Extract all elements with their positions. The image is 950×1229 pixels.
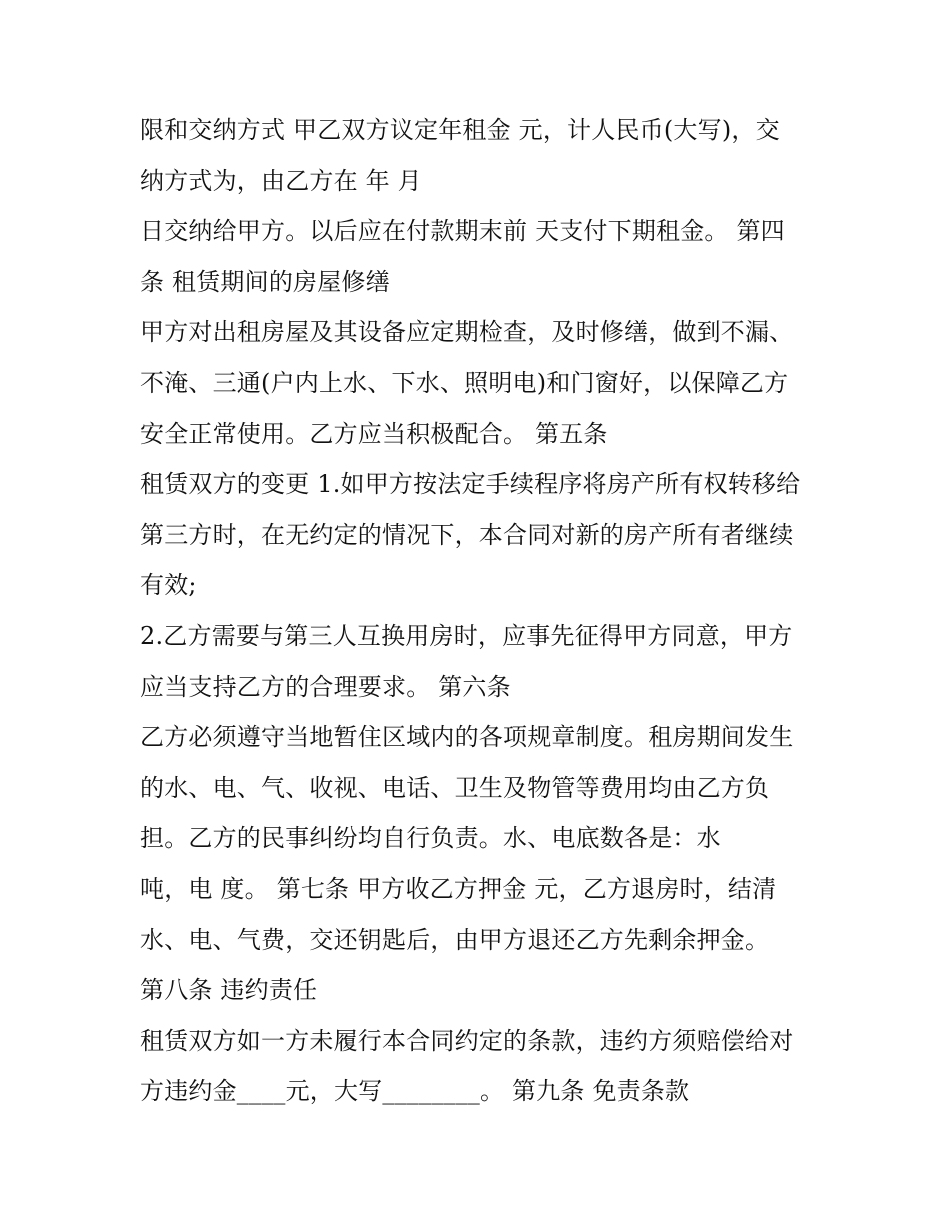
text-line-7: 安全正常使用。乙方应当积极配合。 第五条 [140,419,608,448]
text-line-18: 第八条 违约责任 [140,976,318,1005]
text-line-13: 乙方必须遵守当地暂住区域内的各项规章制度。租房期间发生 [140,723,794,752]
text-line-10: 有效; [140,571,197,600]
text-line-2: 纳方式为，由乙方在 年 月 [140,166,422,195]
text-line-8: 租赁双方的变更 1.如甲方按法定手续程序将房产所有权转移给 [140,470,801,499]
text-line-19: 租赁双方如一方未履行本合同约定的条款，违约方须赔偿给对 [140,1026,794,1055]
text-line-5: 甲方对出租房屋及其设备应定期检查，及时修缮，做到不漏、 [140,318,794,347]
text-line-6: 不淹、三通(户内上水、下水、照明电)和门窗好，以保障乙方 [140,368,789,397]
contract-body [140,105,840,1117]
text-line-9: 第三方时，在无约定的情况下，本合同对新的房产所有者继续 [140,520,794,549]
text-line-12: 应当支持乙方的合理要求。 第六条 [140,672,511,701]
text-line-11: 2.乙方需要与第三人互换用房时，应事先征得甲方同意，甲方 [140,621,793,650]
text-line-16: 吨，电 度。 第七条 甲方收乙方押金 元，乙方退房时，结清 [140,874,777,903]
text-line-20: 方违约金____元，大写________。 第九条 免责条款 [140,1077,690,1106]
text-line-3: 日交纳给甲方。以后应在付款期末前 天支付下期租金。 第四 [140,217,785,246]
text-line-4: 条 租赁期间的房屋修缮 [140,267,390,296]
text-line-14: 的水、电、气、收视、电话、卫生及物管等费用均由乙方负 [140,773,770,802]
text-line-15: 担。乙方的民事纠纷均自行负责。水、电底数各是：水 [140,824,721,853]
text-line-17: 水、电、气费，交还钥匙后，由甲方退还乙方先剩余押金。 [140,925,770,954]
text-line-1: 限和交纳方式 甲乙双方议定年租金 元，计人民币(大写)，交 [140,116,780,144]
